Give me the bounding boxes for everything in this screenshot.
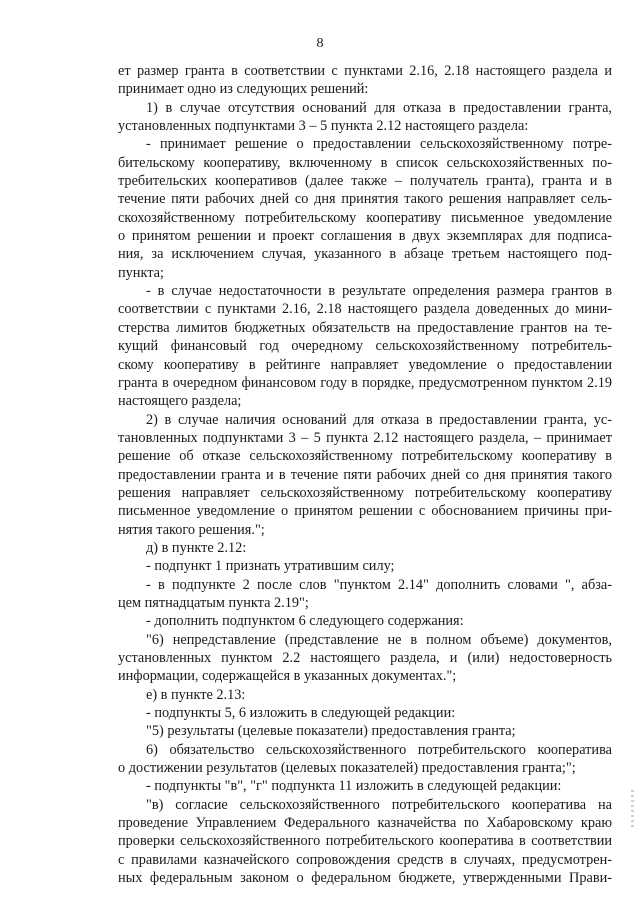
- text-line: решение об отказе сельскохозяйственному потребительскому кооперативу в: [118, 448, 612, 465]
- paragraph: [118, 99, 612, 136]
- text-line: о принятом решении и проект соглашения в двух экземплярах для подписа-: [118, 228, 612, 245]
- text-line: решения направляет сельскохозяйственному потребительскому кооперативу: [118, 484, 612, 501]
- text-line: информации, содержащейся в указанных документах.";: [118, 668, 457, 685]
- text-line: нятия такого решения.";: [118, 521, 265, 538]
- text-line: е) в пункте 2.13:: [146, 686, 246, 703]
- text-line: - в подпункте 2 после слов "пунктом 2.14" дополнить словами ", абза-: [146, 576, 612, 593]
- text-line: 6) обязательство сельскохозяйственного потребительского кооператива: [146, 741, 612, 758]
- text-line: - в случае недостаточности в результате определения размера грантов в: [146, 283, 612, 300]
- page-number: 8: [316, 36, 324, 51]
- paragraph: [118, 411, 612, 539]
- text-line: "в) согласие сельскохозяйственного потребительского кооператива на: [146, 796, 612, 813]
- margin-scan-mark: [631, 790, 634, 830]
- paragraph: [118, 135, 612, 282]
- text-line: предоставлении гранта и в течение пяти рабочих дней со дня принятия такого: [118, 466, 612, 483]
- text-line: стерства лимитов бюджетных обязательств на предоставление грантов на те-: [118, 319, 612, 336]
- text-line: кущий финансовый год очередному сельскохозяйственному потребитель-: [118, 338, 612, 355]
- text-line: цем пятнадцатым пункта 2.19";: [118, 594, 309, 611]
- text-line: - принимает решение о предоставлении сельскохозяйственному потре-: [146, 136, 612, 153]
- text-line: "6) непредставление (представление не в полном объеме) документов,: [146, 631, 612, 648]
- text-line: "5) результаты (целевые показатели) предоставления гранта;: [146, 723, 516, 740]
- text-line: гранта в очередном финансовом году в порядке, предусмотренном пунктом 2.19: [118, 374, 612, 391]
- document-body: [118, 62, 612, 887]
- text-line: течение пяти рабочих дней со дня принятия такого решения направляет сель-: [118, 191, 612, 208]
- text-line: бительскому кооперативу, включенному в список сельскохозяйственных по-: [118, 154, 612, 171]
- paragraph: [118, 631, 612, 686]
- text-line: - дополнить подпунктом 6 следующего содержания:: [146, 613, 464, 630]
- text-line: д) в пункте 2.12:: [146, 539, 247, 556]
- text-line: соответствии с пунктами 2.16, 2.18 настоящего раздела доведенных до мини-: [118, 301, 612, 318]
- paragraph: [118, 686, 612, 704]
- paragraph: [118, 557, 612, 575]
- paragraph: [118, 282, 612, 410]
- text-line: о достижении результатов (целевых показателей) предоставления гранта;";: [118, 760, 576, 777]
- paragraph: [118, 62, 612, 99]
- text-line: принимает одно из следующих решений:: [118, 81, 369, 98]
- text-line: скохозяйственному потребительскому кооперативу письменное уведомление: [118, 209, 612, 226]
- paragraph: [118, 704, 612, 722]
- text-line: ет размер гранта в соответствии с пунктами 2.16, 2.18 настоящего раздела и: [118, 63, 612, 79]
- text-line: установленных пунктом 2.2 настоящего раздела, и (или) недостоверность: [118, 650, 612, 666]
- text-line: пункта;: [118, 264, 164, 281]
- text-line: установленных подпунктами 3 – 5 пункта 2.12 настоящего раздела:: [118, 118, 529, 135]
- paragraph: [118, 722, 612, 740]
- text-line: ных федеральным законом о федеральном бюджете, утвержденными Прави-: [118, 870, 612, 887]
- text-line: - подпункт 1 признать утратившим силу;: [146, 558, 395, 575]
- paragraph: [118, 741, 612, 778]
- text-line: - подпункты 5, 6 изложить в следующей редакции:: [146, 705, 456, 722]
- paragraph: [118, 612, 612, 630]
- text-line: - подпункты "в", "г" подпункта 11 изложить в следующей редакции:: [146, 778, 562, 795]
- text-line: требительских кооперативов (далее также – получатель гранта), гранта и в: [118, 173, 612, 190]
- text-line: 2) в случае наличия оснований для отказа в предоставлении гранта, ус-: [146, 411, 612, 428]
- paragraph: [118, 777, 612, 795]
- text-line: тановленных подпунктами 3 – 5 пункта 2.12 настоящего раздела, – принимает: [118, 429, 612, 446]
- paragraph: [118, 796, 612, 888]
- text-line: с правилами казначейского сопровождения средств в случаях, предусмотрен-: [118, 851, 612, 868]
- text-line: письменное уведомление о принятом решении с обоснованием причины при-: [118, 503, 612, 520]
- text-line: скому кооперативу в рейтинге направляет уведомление о предоставлении: [118, 356, 612, 373]
- paragraph: [118, 539, 612, 557]
- text-line: проверки сельскохозяйственного потребительского кооператива в соответствии: [118, 833, 612, 850]
- text-line: ния, за исключением случая, указанного в абзаце третьем настоящего под-: [118, 246, 612, 263]
- text-line: настоящего раздела;: [118, 393, 242, 410]
- paragraph: [118, 576, 612, 613]
- text-line: 1) в случае отсутствия оснований для отказа в предоставлении гранта,: [146, 99, 612, 116]
- text-line: проведение Управлением Федерального казначейства по Хабаровскому краю: [118, 815, 612, 832]
